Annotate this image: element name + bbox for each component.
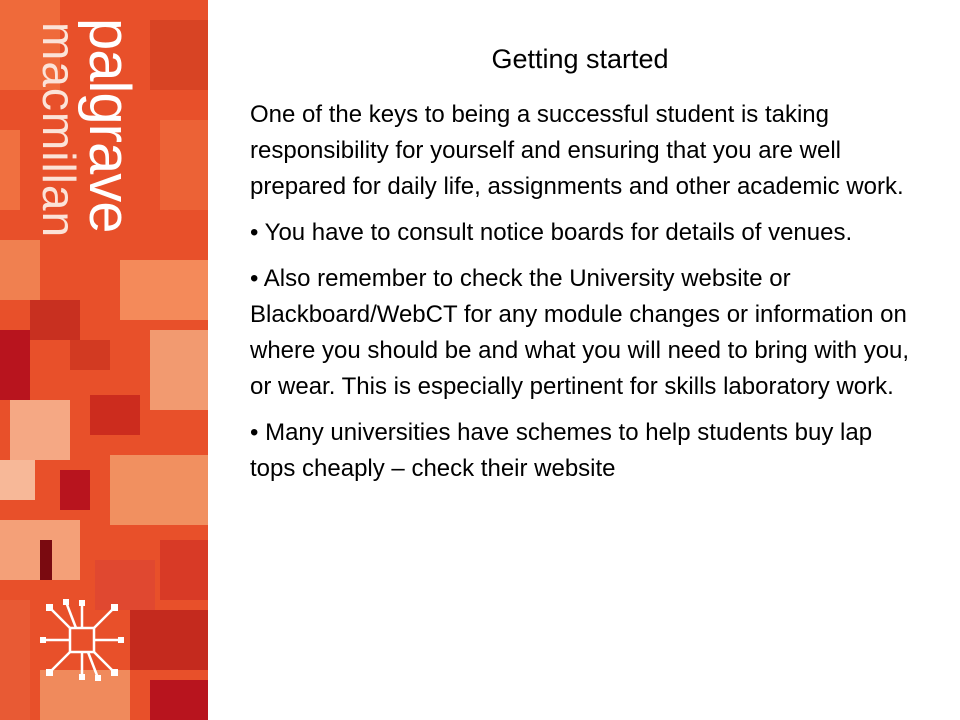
brand-sidebar xyxy=(0,0,208,720)
intro-paragraph: One of the keys to being a successful student is taking responsibility for yourself and ensuring that you are well prepared for daily life, assignments and other academic work. xyxy=(250,101,904,200)
network-logo-icon xyxy=(36,594,128,686)
slide-content xyxy=(250,44,920,497)
bullet-item: • Also remember to check the University website or Blackboard/WebCT for any module changes or information on where you should be and what you will need to bring with you, or wear. This is especially pertinent for skills laboratory work. xyxy=(250,265,910,400)
brand-name-macmillan: macmillan xyxy=(33,22,85,239)
slide-title: Getting started xyxy=(491,44,669,74)
brand-name-palgrave: palgrave xyxy=(77,18,142,233)
bullet-item: • You have to consult notice boards for details of venues. xyxy=(250,219,853,246)
bullet-item: • Many universities have schemes to help students buy lap tops cheaply – check their website xyxy=(250,419,873,482)
